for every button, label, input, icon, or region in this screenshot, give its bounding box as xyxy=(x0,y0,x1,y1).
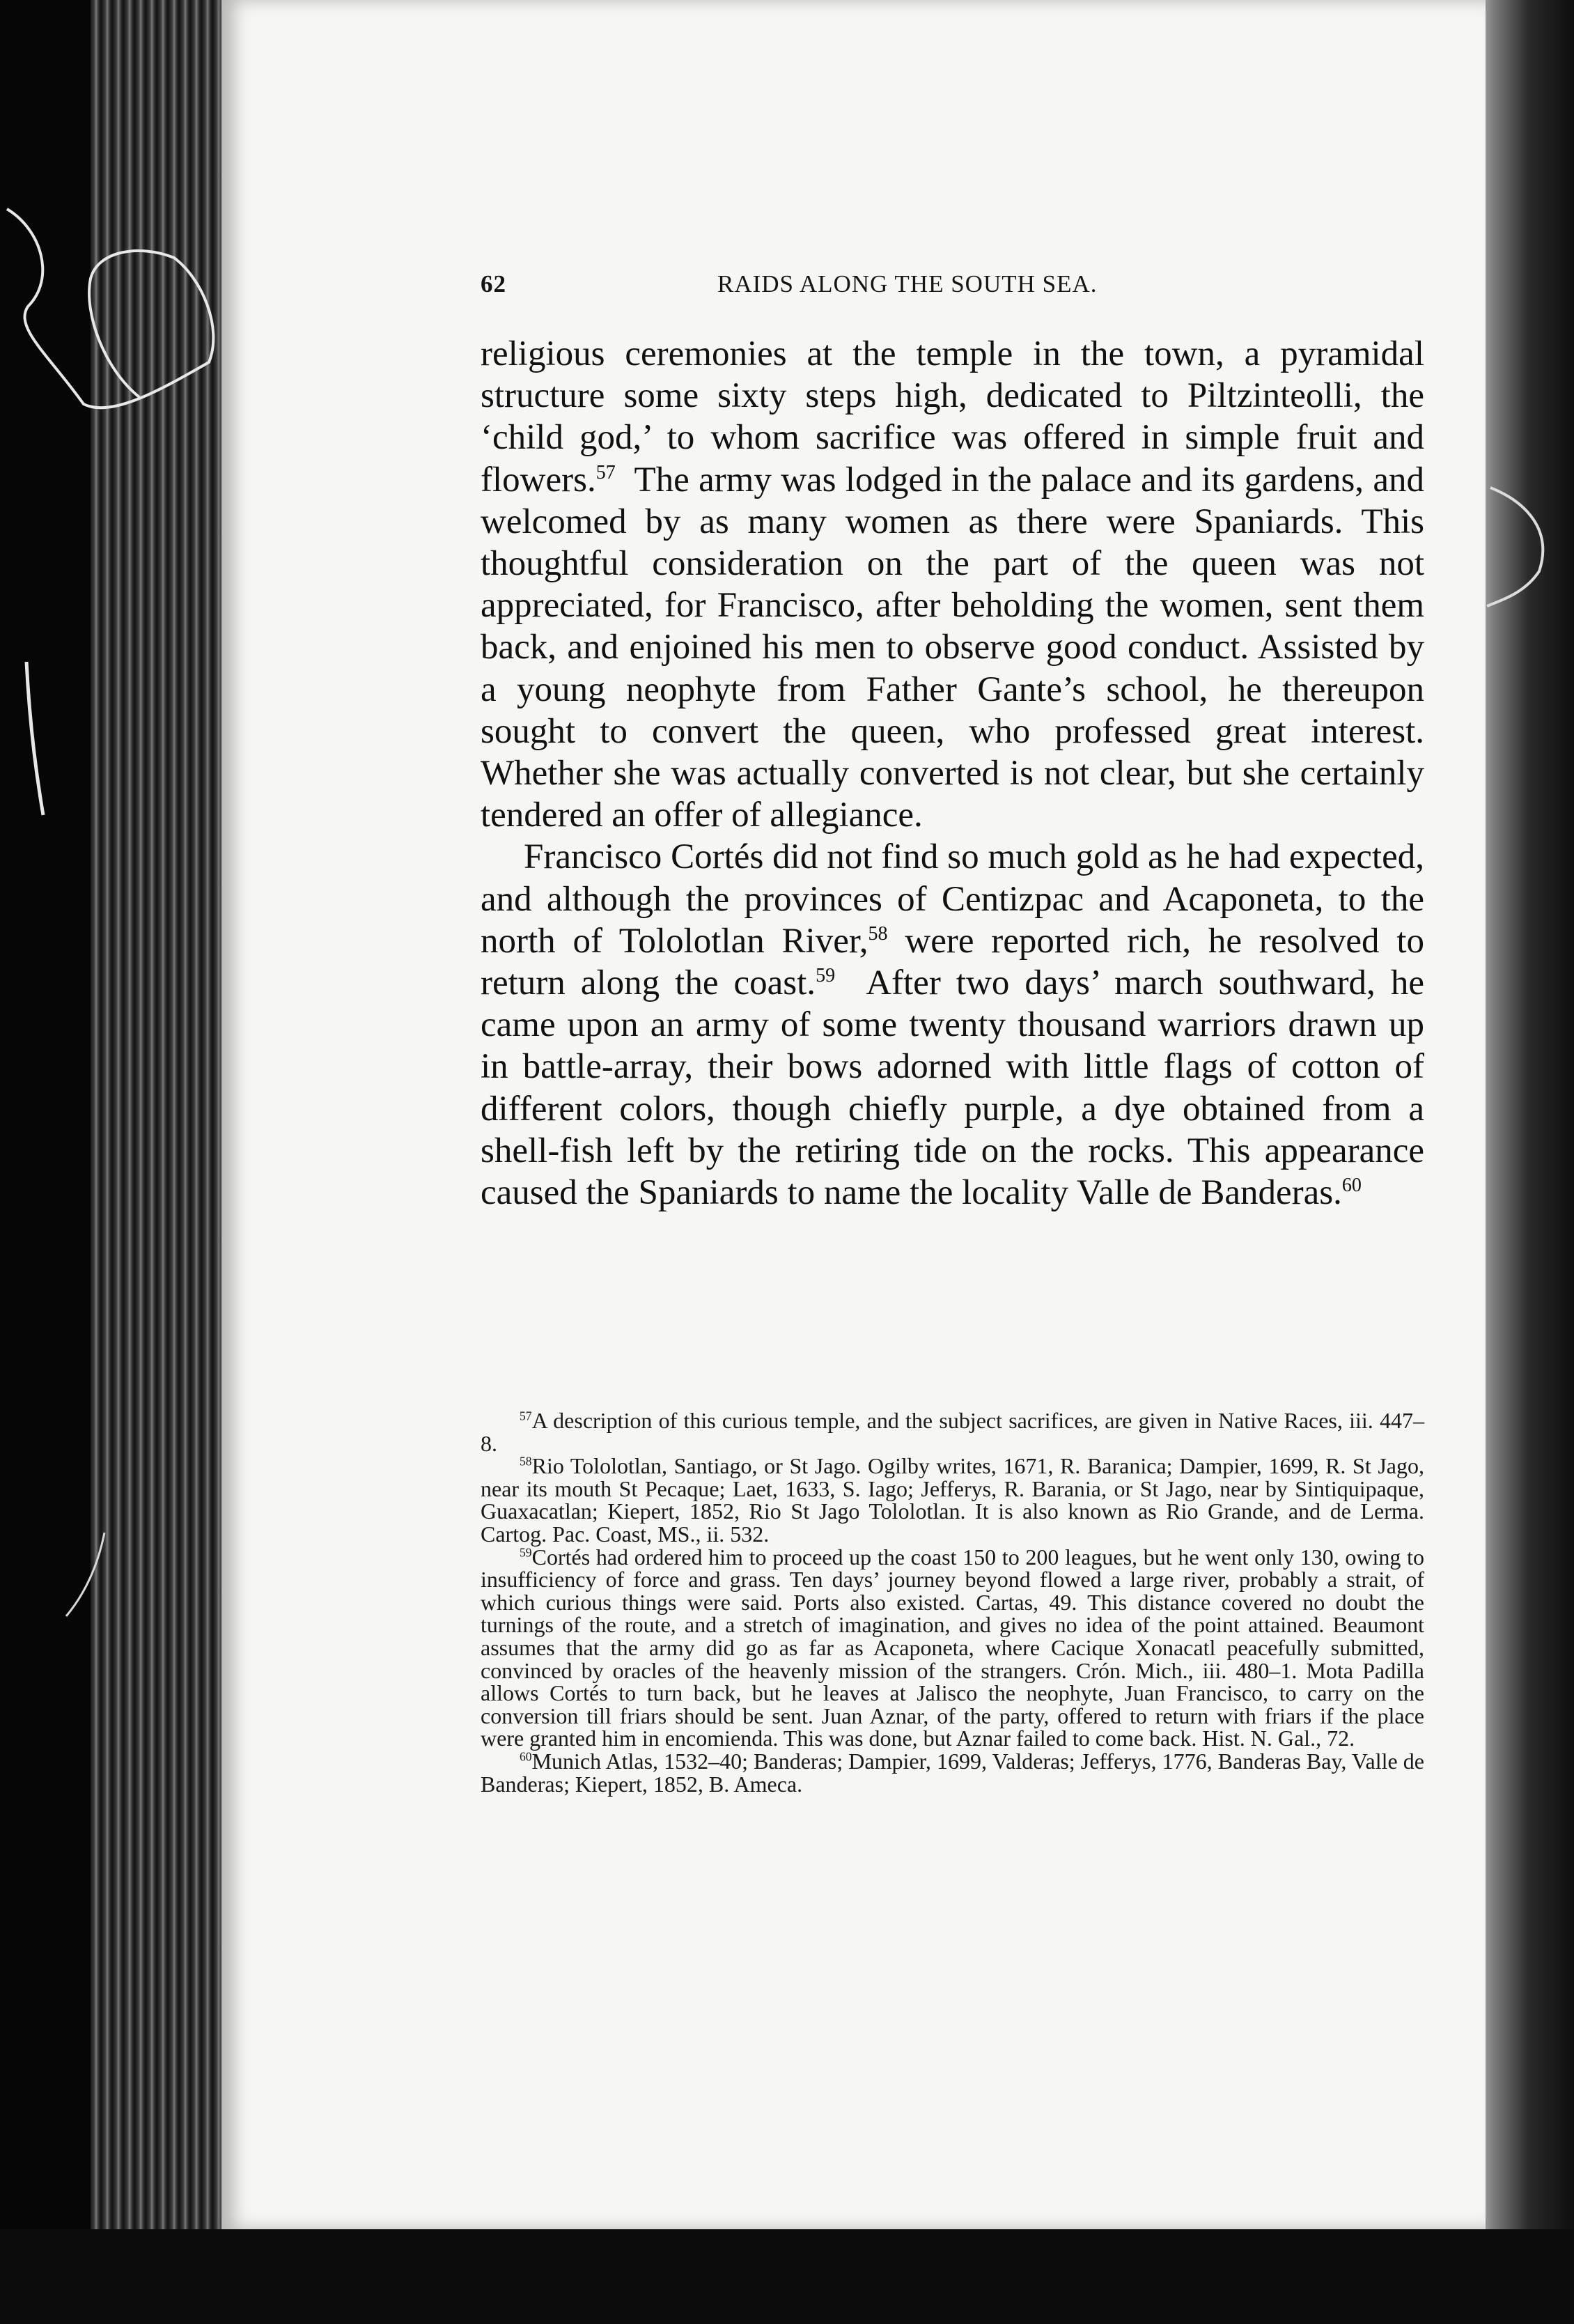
footnote xyxy=(481,1409,1424,1455)
footnote xyxy=(481,1750,1424,1795)
page-edges-left xyxy=(91,0,233,2324)
text-run: were reported rich, he resolved to return along the coast. xyxy=(481,921,1424,1003)
footnote-ref: 57 xyxy=(595,461,616,483)
main-text xyxy=(481,333,1424,1214)
footnote-number: 60 xyxy=(520,1749,532,1764)
footnote xyxy=(481,1546,1424,1750)
footnote-number: 57 xyxy=(520,1409,532,1423)
footnote-ref: 59 xyxy=(816,965,836,987)
scan-bottom-border xyxy=(0,2229,1574,2324)
footnote-number: 58 xyxy=(520,1454,532,1469)
footnote-text: Rio Tololotlan, Santiago, or St Jago. Ogilby writes, 1671, R. Baranica; Dampier, 1699, R. St Jago, near its mouth St Pecaque; Laet, 1633, S. Iago; Jefferys, R. Barania, or St Jago, near by Sintiquipaque, Guaxacatlan; Kiepert, 1852, Rio St Jago Tololotlan. It is also known as Rio Grande, and de Lerma. Cartog. Pac. Coast, MS., ii. 532. xyxy=(481,1453,1424,1547)
footnote-ref: 58 xyxy=(868,922,888,945)
running-title: RAIDS ALONG THE SOUTH SEA. xyxy=(717,270,1098,297)
text-run: religious ceremonies at the temple in the town, a pyramidal structure some sixty steps high, dedicated to Piltzinteolli, the ‘child god,’ to whom sacrifice was offered in simple fruit and flowers. xyxy=(481,334,1424,499)
footnotes xyxy=(481,1409,1424,1795)
footnote-number: 59 xyxy=(520,1544,532,1559)
page-edges-right xyxy=(1473,0,1574,2324)
paragraph xyxy=(481,333,1424,836)
footnote-ref: 60 xyxy=(1341,1175,1362,1197)
footnote-text: Cortés had ordered him to proceed up the coast 150 to 200 leagues, but he went only 130, owing to insufficiency of force and grass. Ten days’ journey beyond flowed a large river, probably a strait, of which curious things were said. Ports also existed. Cartas, 49. This distance covered no doubt the turnings of the route, and a stretch of imagination, and gives no idea of the point attained. Beaumont assumes that the army did go as far as Acaponeta, where Cacique Xonacatl peacefully submitted, convinced by oracles of the heavenly mission of the strangers. Crón. Mich., iii. 480–1. Mota Padilla allows Cortés to turn back, but he leaves at Jalisco the neophyte, Juan Francisco, to carry on the conversion till friars should be sent. Juan Aznar, of the party, offered to return with friars if the place were granted him in encomienda. This was done, but Aznar failed to come back. Hist. N. Gal., 72. xyxy=(481,1544,1424,1751)
text-run: The army was lodged in the palace and its gardens, and welcomed by as many women as there were Spaniards. This thoughtful consideration on the part of the queen was not appreciated, for Francisco, after beholding the women, sent them back, and enjoined his men to observe good conduct. Assisted by a young neophyte from Father Gante’s school, he thereupon sought to convert the queen, who professed great interest. Whether she was actually converted is not clear, but she certainly tendered an offer of allegiance. xyxy=(481,460,1425,835)
running-head xyxy=(481,270,1442,305)
paragraph xyxy=(481,836,1424,1214)
page-number: 62 xyxy=(481,270,506,297)
text-run: Francisco Cortés did not find so much gold as he had expected, and although the provinces of Centizpac and Acaponeta, to the north of Tololotlan River, xyxy=(481,837,1424,961)
footnote-text: Munich Atlas, 1532–40; Banderas; Dampier, 1699, Valderas; Jefferys, 1776, Banderas Bay, Valle de Banderas; Kiepert, 1852, B. Ameca. xyxy=(481,1748,1424,1797)
book-binding-shadow xyxy=(0,0,91,2324)
text-run: After two days’ march southward, he came upon an army of some twenty thousand warriors drawn up in battle-array, their bows adorned with little flags of cotton of different colors, though chiefly purple, a dye obtained from a shell-fish left by the retiring tide on the rocks. This appearance caused the Spaniards to name the locality Valle de Banderas. xyxy=(481,963,1424,1213)
footnote-text: A description of this curious temple, and the subject sacrifices, are given in Native Races, iii. 447–8. xyxy=(481,1408,1424,1456)
footnote xyxy=(481,1455,1424,1545)
